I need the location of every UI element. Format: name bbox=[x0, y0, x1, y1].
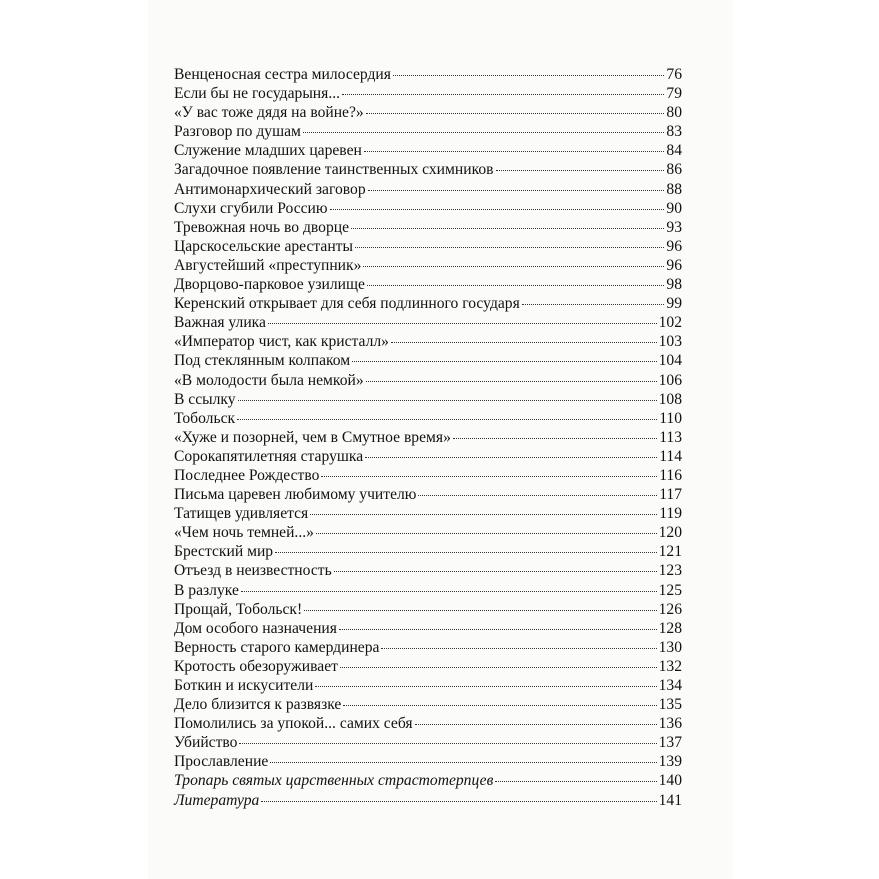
toc-entry-page: 103 bbox=[658, 333, 682, 351]
dot-leader bbox=[310, 514, 657, 515]
toc-entry bbox=[174, 792, 682, 811]
toc-entry bbox=[174, 200, 682, 219]
toc-entry-page: 117 bbox=[659, 486, 682, 504]
toc-entry bbox=[174, 314, 682, 333]
dot-leader bbox=[340, 667, 657, 668]
toc-entry bbox=[174, 410, 682, 429]
dot-leader bbox=[304, 610, 656, 611]
toc-entry-page: 99 bbox=[666, 295, 682, 313]
toc-entry bbox=[174, 582, 682, 601]
toc-entry-page: 80 bbox=[666, 104, 682, 122]
dot-leader bbox=[453, 438, 657, 439]
toc-entry-title: Убийство bbox=[174, 734, 238, 752]
toc-entry-page: 130 bbox=[658, 638, 682, 656]
dot-leader bbox=[343, 705, 656, 706]
toc-entry-page: 140 bbox=[658, 772, 682, 790]
toc-entry-page: 86 bbox=[666, 161, 682, 179]
toc-entry-title: Тревожная ночь во дворце bbox=[174, 218, 350, 236]
toc-entry bbox=[174, 391, 682, 410]
toc-entry-title: Если бы не государыня... bbox=[174, 85, 341, 103]
toc-entry bbox=[174, 429, 682, 448]
toc-entry-title: Загадочное появление таинственных схимников bbox=[174, 161, 494, 179]
dot-leader bbox=[239, 743, 656, 744]
toc-entry bbox=[174, 696, 682, 715]
dot-leader bbox=[316, 533, 657, 534]
toc-entry-page: 88 bbox=[666, 180, 682, 198]
dot-leader bbox=[334, 571, 657, 572]
toc-entry bbox=[174, 620, 682, 639]
toc-entry bbox=[174, 104, 682, 123]
toc-entry-title: Помолились за упокой... самих себя bbox=[174, 715, 413, 733]
toc-entry bbox=[174, 639, 682, 658]
dot-leader bbox=[391, 342, 657, 343]
toc-entry bbox=[174, 257, 682, 276]
dot-leader bbox=[522, 304, 665, 305]
dot-leader bbox=[393, 75, 664, 76]
toc-entry-page: 125 bbox=[658, 581, 682, 599]
dot-leader bbox=[366, 113, 665, 114]
toc-entry-page: 120 bbox=[658, 524, 682, 542]
dot-leader bbox=[351, 228, 664, 229]
toc-entry-title: Дело близится к развязке bbox=[174, 696, 342, 714]
toc-entry-title: «Император чист, как кристалл» bbox=[174, 333, 389, 351]
toc-entry-page: 114 bbox=[659, 447, 682, 465]
dot-leader bbox=[321, 476, 657, 477]
toc-entry-title: «Чем ночь темней...» bbox=[174, 524, 314, 542]
toc-entry-page: 132 bbox=[658, 657, 682, 675]
toc-entry-page: 106 bbox=[658, 371, 682, 389]
toc-entry-title: Разговор по душам bbox=[174, 123, 301, 141]
toc-entry-title: «В молодости была немкой» bbox=[174, 371, 364, 389]
toc-entry-page: 141 bbox=[658, 791, 682, 809]
dot-leader bbox=[381, 648, 656, 649]
toc-entry bbox=[174, 161, 682, 180]
toc-entry-page: 134 bbox=[658, 677, 682, 694]
toc-entry-page: 128 bbox=[658, 619, 682, 637]
toc-entry-title: «У вас тоже дядя на войне?» bbox=[174, 104, 364, 122]
dot-leader bbox=[352, 361, 656, 362]
dot-leader bbox=[363, 266, 664, 267]
dot-leader bbox=[241, 591, 657, 592]
dot-leader bbox=[496, 170, 665, 171]
toc-entry-title: Слухи сгубили Россию bbox=[174, 199, 328, 217]
toc-entry-page: 96 bbox=[666, 237, 682, 255]
toc-entry-title: Венценосная сестра милосердия bbox=[174, 66, 391, 83]
toc-entry-title: Прославление bbox=[174, 753, 269, 771]
toc-entry-title: Дом особого назначения bbox=[174, 619, 337, 637]
toc-entry bbox=[174, 753, 682, 772]
toc-entry-page: 116 bbox=[659, 466, 682, 484]
toc-entry-title: Царскосельские арестанты bbox=[174, 237, 353, 255]
toc-entry-page: 121 bbox=[658, 543, 682, 561]
toc-entry bbox=[174, 505, 682, 524]
toc-entry bbox=[174, 467, 682, 486]
toc-entry-title: Литература bbox=[174, 791, 260, 809]
toc-entry bbox=[174, 66, 682, 85]
toc-entry-title: Дворцово-парковое узилище bbox=[174, 276, 365, 294]
toc-entry bbox=[174, 295, 682, 314]
toc-entry bbox=[174, 372, 682, 391]
dot-leader bbox=[495, 781, 656, 782]
toc-entry bbox=[174, 677, 682, 696]
toc-entry-page: 136 bbox=[658, 715, 682, 733]
toc-entry-page: 98 bbox=[666, 276, 682, 294]
table-of-contents bbox=[174, 66, 682, 811]
toc-entry-title: Кротость обезоруживает bbox=[174, 657, 338, 675]
dot-leader bbox=[315, 686, 656, 687]
toc-entry-page: 108 bbox=[658, 390, 682, 408]
toc-entry-page: 110 bbox=[659, 409, 682, 427]
toc-entry-title: Прощай, Тобольск! bbox=[174, 600, 303, 618]
toc-entry bbox=[174, 448, 682, 467]
toc-entry-title: Последнее Рождество bbox=[174, 466, 320, 484]
toc-entry-page: 76 bbox=[666, 66, 682, 83]
dot-leader bbox=[237, 419, 657, 420]
toc-entry bbox=[174, 219, 682, 238]
toc-entry-page: 113 bbox=[659, 428, 682, 446]
toc-entry bbox=[174, 181, 682, 200]
toc-entry bbox=[174, 486, 682, 505]
dot-leader bbox=[342, 94, 664, 95]
dot-leader bbox=[303, 132, 665, 133]
toc-entry bbox=[174, 333, 682, 352]
toc-entry-page: 96 bbox=[666, 256, 682, 274]
toc-entry-page: 135 bbox=[658, 696, 682, 714]
toc-entry bbox=[174, 734, 682, 753]
toc-entry bbox=[174, 123, 682, 142]
toc-entry-page: 102 bbox=[658, 314, 682, 332]
toc-entry-page: 123 bbox=[658, 562, 682, 580]
dot-leader bbox=[268, 323, 657, 324]
dot-leader bbox=[366, 381, 657, 382]
toc-entry bbox=[174, 715, 682, 734]
toc-entry-title: В разлуке bbox=[174, 581, 239, 599]
toc-entry-title: Сорокапятилетняя старушка bbox=[174, 447, 364, 465]
toc-entry-title: Письма царевен любимому учителю bbox=[174, 486, 417, 504]
dot-leader bbox=[418, 495, 657, 496]
toc-entry bbox=[174, 658, 682, 677]
toc-entry-page: 139 bbox=[658, 753, 682, 771]
toc-entry-page: 126 bbox=[658, 600, 682, 618]
toc-entry-title: Керенский открывает для себя подлинного государя bbox=[174, 295, 520, 313]
toc-entry-title: Тобольск bbox=[174, 409, 236, 427]
toc-entry-title: Важная улика bbox=[174, 314, 266, 332]
dot-leader bbox=[330, 209, 665, 210]
toc-entry-title: Служение младших царевен bbox=[174, 142, 362, 160]
toc-entry-page: 83 bbox=[666, 123, 682, 141]
dot-leader bbox=[261, 801, 656, 802]
dot-leader bbox=[368, 190, 665, 191]
toc-entry-title: Августейший «преступник» bbox=[174, 256, 362, 274]
toc-entry bbox=[174, 142, 682, 161]
dot-leader bbox=[364, 151, 665, 152]
toc-entry-title: Под стеклянным колпаком bbox=[174, 352, 351, 370]
toc-entry-page: 84 bbox=[666, 142, 682, 160]
toc-entry bbox=[174, 772, 682, 791]
toc-entry-title: Брестский мир bbox=[174, 543, 274, 561]
toc-entry-title: Татищев удивляется bbox=[174, 505, 309, 523]
dot-leader bbox=[275, 552, 657, 553]
dot-leader bbox=[238, 400, 657, 401]
toc-entry-page: 90 bbox=[666, 199, 682, 217]
dot-leader bbox=[365, 457, 657, 458]
dot-leader bbox=[270, 762, 656, 763]
toc-entry-page: 137 bbox=[658, 734, 682, 752]
toc-entry bbox=[174, 543, 682, 562]
toc-entry bbox=[174, 352, 682, 371]
dot-leader bbox=[339, 629, 657, 630]
toc-entry bbox=[174, 524, 682, 543]
toc-entry bbox=[174, 238, 682, 257]
toc-entry-title: Тропарь святых царственных страстотерпцев bbox=[174, 772, 494, 790]
toc-entry bbox=[174, 562, 682, 581]
toc-entry bbox=[174, 276, 682, 295]
dot-leader bbox=[415, 724, 657, 725]
toc-entry-page: 93 bbox=[666, 218, 682, 236]
toc-entry-title: Боткин и искусители bbox=[174, 677, 314, 694]
toc-entry-title: Антимонархический заговор bbox=[174, 180, 366, 198]
toc-entry-title: Отъезд в неизвестность bbox=[174, 562, 332, 580]
toc-entry-page: 104 bbox=[658, 352, 682, 370]
dot-leader bbox=[355, 247, 664, 248]
toc-entry-title: «Хуже и позорней, чем в Смутное время» bbox=[174, 428, 451, 446]
dot-leader bbox=[367, 285, 664, 286]
toc-entry-page: 79 bbox=[666, 85, 682, 103]
toc-entry bbox=[174, 601, 682, 620]
toc-entry-title: В ссылку bbox=[174, 390, 236, 408]
toc-entry-title: Верность старого камердинера bbox=[174, 638, 380, 656]
toc-entry bbox=[174, 85, 682, 104]
toc-entry-page: 119 bbox=[659, 505, 682, 523]
